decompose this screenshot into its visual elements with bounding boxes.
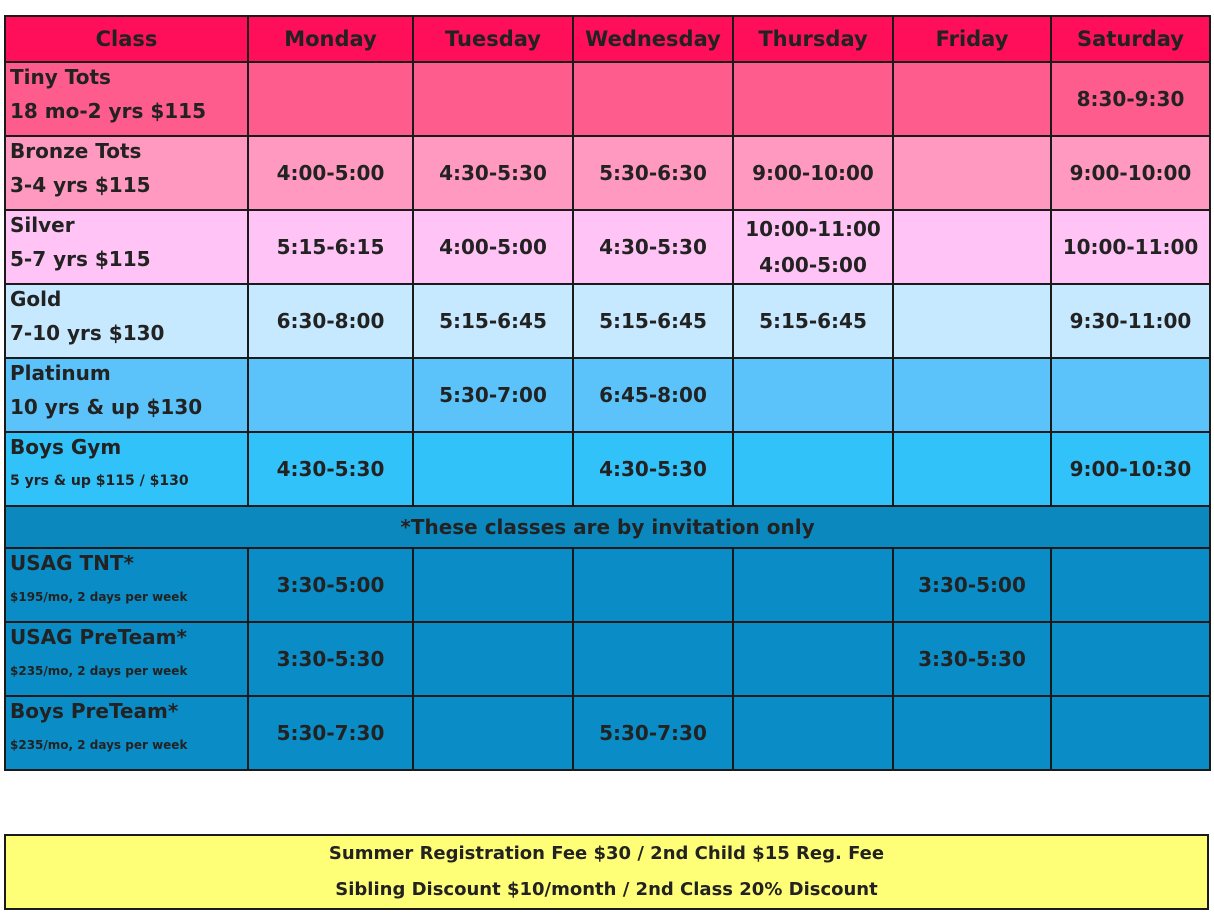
time-cell-tuesday [413, 432, 573, 506]
row-silver [5, 210, 1210, 284]
time-cell-thursday [733, 548, 893, 622]
time-cell-tuesday: 5:30-7:00 [413, 358, 573, 432]
class-name: USAG PreTeam* [10, 625, 187, 649]
time-cell-wednesday [573, 548, 733, 622]
time-cell-monday: 3:30-5:00 [248, 548, 413, 622]
row-boys-preteam [5, 696, 1210, 770]
time-cell-tuesday: 4:00-5:00 [413, 210, 573, 284]
time-line: 10:00-11:00 [745, 217, 881, 241]
time-cell-thursday [733, 62, 893, 136]
row-platinum [5, 358, 1210, 432]
time-cell-thursday: 5:15-6:45 [733, 284, 893, 358]
time-cell-monday: 6:30-8:00 [248, 284, 413, 358]
time-cell-monday [248, 358, 413, 432]
time-cell-tuesday [413, 622, 573, 696]
class-name: Silver [10, 213, 75, 237]
schedule-table [4, 15, 1211, 771]
class-name: USAG TNT* [10, 551, 134, 575]
time-cell-wednesday: 5:15-6:45 [573, 284, 733, 358]
header-row [5, 16, 1210, 62]
time-cell-saturday: 9:00-10:00 [1051, 136, 1210, 210]
time-cell-saturday: 9:30-11:00 [1051, 284, 1210, 358]
time-cell-monday: 4:00-5:00 [248, 136, 413, 210]
time-line: 4:00-5:00 [759, 253, 867, 277]
class-detail: 7-10 yrs $130 [10, 321, 165, 345]
time-cell-monday: 5:30-7:30 [248, 696, 413, 770]
class-cell [5, 62, 248, 136]
class-cell [5, 696, 248, 770]
registration-fee-text: Summer Registration Fee $30 / 2nd Child $15 Reg. Fee [328, 843, 885, 864]
time-cell-friday [893, 62, 1051, 136]
row-tiny-tots [5, 62, 1210, 136]
header-class: Class [5, 16, 248, 62]
time-cell-wednesday [573, 62, 733, 136]
time-cell-friday [893, 432, 1051, 506]
row-boys-gym [5, 432, 1210, 506]
time-cell-tuesday: 4:30-5:30 [413, 136, 573, 210]
class-detail: 5-7 yrs $115 [10, 247, 151, 271]
class-cell [5, 548, 248, 622]
time-cell-tuesday [413, 696, 573, 770]
time-cell-wednesday: 5:30-6:30 [573, 136, 733, 210]
time-cell-saturday: 9:00-10:30 [1051, 432, 1210, 506]
class-name: Boys Gym [10, 435, 122, 459]
time-cell-friday [893, 284, 1051, 358]
time-cell-saturday [1051, 696, 1210, 770]
discount-text: Sibling Discount $10/month / 2nd Class 20% Discount [335, 879, 878, 900]
time-cell-tuesday [413, 62, 573, 136]
time-cell-wednesday: 4:30-5:30 [573, 432, 733, 506]
time-cell-wednesday: 5:30-7:30 [573, 696, 733, 770]
time-cell-monday: 5:15-6:15 [248, 210, 413, 284]
row-gold [5, 284, 1210, 358]
header-wednesday: Wednesday [573, 16, 733, 62]
time-cell-friday [893, 210, 1051, 284]
time-cell-saturday: 10:00-11:00 [1051, 210, 1210, 284]
class-cell [5, 210, 248, 284]
time-cell-wednesday: 4:30-5:30 [573, 210, 733, 284]
time-cell-thursday: 9:00-10:00 [733, 136, 893, 210]
time-cell-friday [893, 358, 1051, 432]
row-invitation-notice [5, 506, 1210, 548]
class-detail: $195/mo, 2 days per week [10, 590, 188, 604]
class-name: Gold [10, 287, 62, 311]
class-cell [5, 432, 248, 506]
class-detail: 3-4 yrs $115 [10, 173, 151, 197]
time-cell-monday [248, 62, 413, 136]
class-detail: $235/mo, 2 days per week [10, 664, 188, 678]
time-cell-monday: 4:30-5:30 [248, 432, 413, 506]
fee-notice-box [4, 834, 1209, 910]
time-cell-thursday [733, 210, 893, 284]
time-cell-saturday [1051, 622, 1210, 696]
class-detail: 18 mo-2 yrs $115 [10, 99, 206, 123]
time-cell-friday: 3:30-5:00 [893, 548, 1051, 622]
header-thursday: Thursday [733, 16, 893, 62]
time-cell-thursday [733, 622, 893, 696]
class-name: Platinum [10, 361, 111, 385]
class-detail: 5 yrs & up $115 / $130 [10, 473, 189, 489]
class-name: Tiny Tots [10, 65, 111, 89]
time-cell-thursday [733, 696, 893, 770]
time-cell-saturday [1051, 548, 1210, 622]
row-usag-preteam [5, 622, 1210, 696]
header-saturday: Saturday [1051, 16, 1210, 62]
time-cell-wednesday [573, 622, 733, 696]
class-cell [5, 136, 248, 210]
class-cell [5, 622, 248, 696]
header-tuesday: Tuesday [413, 16, 573, 62]
class-name: Boys PreTeam* [10, 699, 179, 723]
row-bronze-tots [5, 136, 1210, 210]
class-cell [5, 358, 248, 432]
class-cell [5, 284, 248, 358]
class-name: Bronze Tots [10, 139, 142, 163]
header-monday: Monday [248, 16, 413, 62]
time-cell-thursday [733, 358, 893, 432]
time-cell-saturday: 8:30-9:30 [1051, 62, 1210, 136]
header-friday: Friday [893, 16, 1051, 62]
time-cell-friday: 3:30-5:30 [893, 622, 1051, 696]
row-usag-tnt [5, 548, 1210, 622]
time-cell-saturday [1051, 358, 1210, 432]
time-cell-thursday [733, 432, 893, 506]
time-cell-tuesday [413, 548, 573, 622]
time-cell-monday: 3:30-5:30 [248, 622, 413, 696]
class-detail: $235/mo, 2 days per week [10, 738, 188, 752]
class-detail: 10 yrs & up $130 [10, 395, 203, 419]
time-cell-wednesday: 6:45-8:00 [573, 358, 733, 432]
time-cell-friday [893, 696, 1051, 770]
time-cell-friday [893, 136, 1051, 210]
invitation-note: *These classes are by invitation only [5, 506, 1210, 548]
time-cell-tuesday: 5:15-6:45 [413, 284, 573, 358]
